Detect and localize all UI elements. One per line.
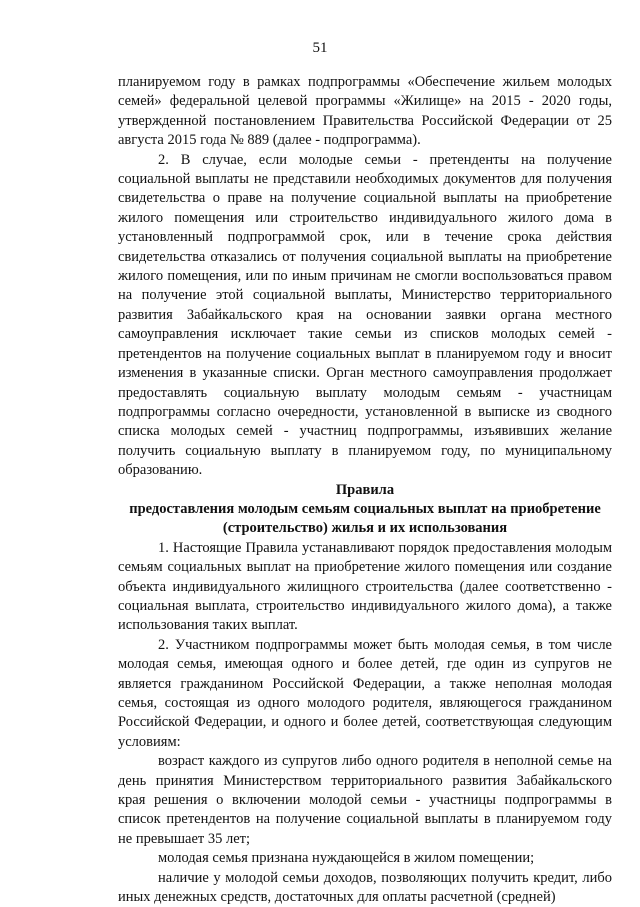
document-body <box>118 73 612 907</box>
rules-paragraph-2: 2. Участником подпрограммы может быть молодая семья, в том числе молодая семья, имеющая одного и более детей, где один из супругов не является гражданином Российской Федерации, а также неполная молодая семья, состоящая из одного молодого родителя, являющегося гражданином Российской Федерации, и одного и более детей, соответствующая следующим условиям: <box>118 636 612 750</box>
condition-age: возраст каждого из супругов либо одного родителя в неполной семье на день принятия Министерством территориального развития Забайкальского края решения о включении молодой семьи - участницы подпрограммы в список претендентов на получение социальной выплаты в планируемом году не превышает 35 лет; <box>118 753 612 847</box>
section-heading-line-1: предоставления молодым семьям социальных выплат на приобретение <box>129 500 601 517</box>
paragraph-continuation: планируемом году в рамках подпрограммы «Обеспечение жильем молодых семей» федеральной целевой программы «Жилище» на 2015 - 2020 годы, утвержденной постановлением Правительства Российской Федерации от 25 августа 2015 года № 889 (далее - подпрограмма). <box>118 74 612 149</box>
paragraph-item-2: 2. В случае, если молодые семьи - претенденты на получение социальной выплаты не представили необходимых документов для получения свидетельства о праве на получение социальной выплаты на приобретение жилого помещения или строительство индивидуального жилого дома в установленный подпрограммой срок, или в течение срока действия свидетельства отказались от получения социальной выплаты на приобретение жилого помещения, или по иным причинам не смогли воспользоваться правом на получение этой социальной выплаты, Министерство территориального развития Забайкальского края на основании заявки органа местного самоуправления исключает такие семьи из списков молодых семей - претендентов на получение социальных выплат в планируемом году и вносит изменения в указанные списки. Орган местного самоуправления продолжает предоставлять социальную выплату молодым семьям - участницам подпрограммы согласно очередности, установленной в выписке из сводного списка молодых семей - участниц подпрограммы, изъявивших желание получить социальную выплату в планируемом году, по муниципальному образованию. <box>118 151 612 479</box>
condition-income: наличие у молодой семьи доходов, позволяющих получить кредит, либо иных денежных средств, достаточных для оплаты расчетной (средней) <box>118 869 612 906</box>
condition-housing-need: молодая семья признана нуждающейся в жилом помещении; <box>158 850 535 867</box>
page-number: 51 <box>312 40 328 56</box>
section-heading-title: Правила <box>335 481 395 498</box>
section-heading-line-2: (строительство) жилья и их использования <box>222 520 508 537</box>
rules-paragraph-1: 1. Настоящие Правила устанавливают порядок предоставления молодым семьям социальных выплат на приобретение жилого помещения или создание объекта индивидуального жилищного строительства (далее соответственно - социальная выплата, строительство индивидуального жилого дома), а также использования таких выплат. <box>118 539 612 634</box>
